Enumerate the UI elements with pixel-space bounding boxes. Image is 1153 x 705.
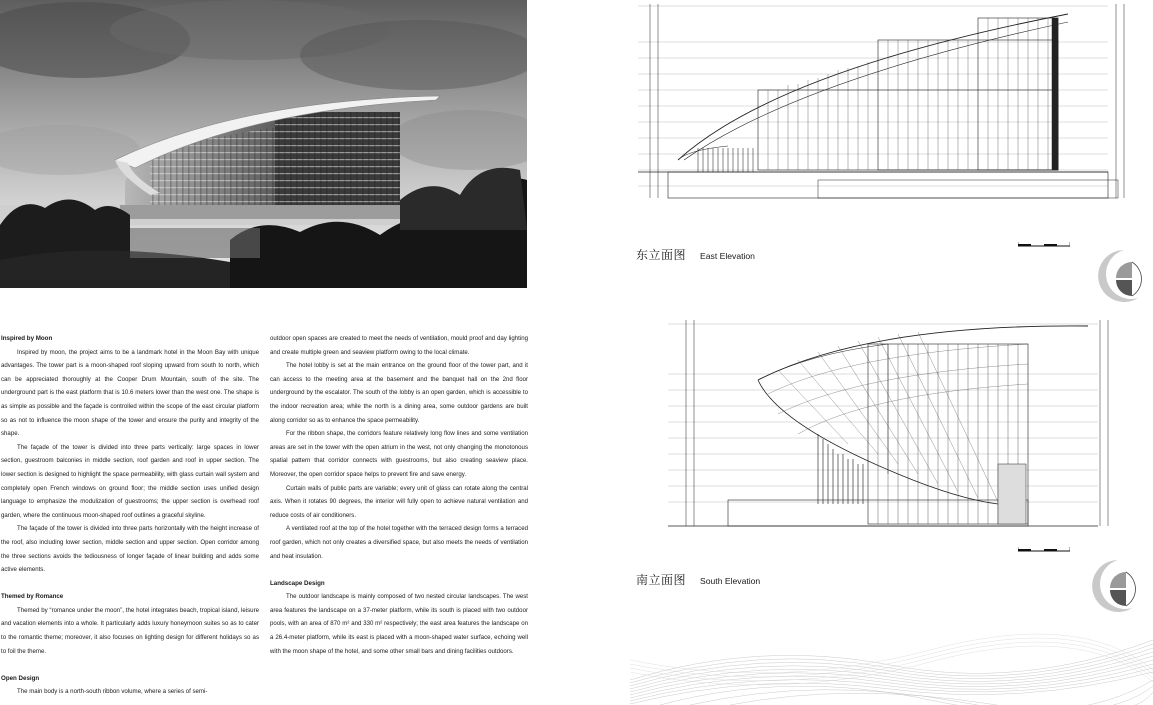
heading-inspired-by-moon: Inspired by Moon bbox=[1, 335, 53, 342]
paragraph: The façade of the tower is divided into three parts vertically: large spaces in lower section, guestroom balconies in middle section, roof garden and roof in upper section. The lower section is designed to highlight the space permeability, with glass curtain wall system and completely open French windows on ground floor; the middle section uses unified design language to emphasize the modulization of guestrooms; the upper section is overhead roof garden, where the continuous moon-shaped roof outlines a graceful skyline. bbox=[1, 443, 259, 519]
east-elevation-caption bbox=[636, 246, 755, 263]
heading-open-design: Open Design bbox=[1, 674, 40, 682]
text-column-left bbox=[1, 332, 259, 705]
east-elevation-label-en: East Elevation bbox=[700, 251, 755, 261]
moon-logo-icon bbox=[1098, 248, 1142, 304]
paragraph: Inspired by moon, the project aims to be a landmark hotel in the Moon Bay with unique advantages. The tower part is a moon-shaped roof sloping upward from south to north, which can be appreciated thoroughly at the Cooper Drum Mountain, south of the site. The underground part is the east platform that is 10.6 meters lower than the west one. The shape is as simple as possible and the façade is controlled within the scope of the east circular platform so as not to influence the moon shape of the tower and ensure the purity and integrity of the shape. bbox=[1, 348, 259, 438]
heading-landscape-design: Landscape Design bbox=[270, 579, 325, 587]
decorative-wave-pattern bbox=[630, 620, 1153, 705]
heading-themed-by-romance: Themed by Romance bbox=[1, 593, 64, 601]
paragraph: The outdoor landscape is mainly composed of two nested circular landscapes. The west area features the landscape on a 37-meter platform, while its south is placed with two outdoor pools, with an area of 870 m² and 330 m² respectively; the east area features the landscape on a 26.4-meter platform, while its east is placed with a moon-shaped water surface, echoing well with the moon shape of the hotel, and some other small bars and dining facilities outdoors. bbox=[270, 593, 528, 655]
east-elevation-drawing bbox=[628, 0, 1153, 205]
paragraph: For the ribbon shape, the corridors feature relatively long flow lines and some ventilation areas are set in the tower with the open atrium in the west, not only changing the monotonous spatial pattern that corridor connects with guestrooms, but also creating seaview place. Moreover, the open corridor space helps to prevent fire and save energy. bbox=[270, 430, 528, 478]
paragraph: The hotel lobby is set at the main entrance on the ground floor of the tower part, and it can access to the meeting area at the basement and the banquet hall on the 2nd floor underground by the escalator. The south of the lobby is an open garden, which is accessible to the indoor recreation area; while the north is a dining area, some outdoor gardens are built along corridor so as to enhance the space permeability. bbox=[270, 362, 528, 424]
scale-bar-icon bbox=[1018, 241, 1070, 247]
hotel-rendering-photo bbox=[0, 0, 527, 288]
paragraph-continued: outdoor open spaces are created to meet the needs of ventilation, mould proof and day lighting and create multiple green and seaview platform owing to the local climate. bbox=[270, 335, 528, 356]
scale-bar-icon bbox=[1018, 546, 1070, 552]
south-elevation-drawing bbox=[628, 314, 1153, 536]
text-column-right bbox=[270, 332, 528, 705]
east-elevation-label-cn: 东立面图 bbox=[636, 248, 687, 262]
moon-logo-icon bbox=[1092, 558, 1136, 614]
paragraph: The main body is a north-south ribbon volume, where a series of semi- bbox=[17, 688, 208, 696]
paragraph: Themed by “romance under the moon”, the hotel integrates beach, tropical island, leisure and vacation elements into a whole. It particularly adds luxury honeymoon suites so as to cater to the romantic theme; moreover, it also focuses on lighting design for different holidays so as to foil the theme. bbox=[1, 606, 259, 655]
paragraph: Curtain walls of public parts are variable; every unit of glass can rotate along the central axis. When it rotates 90 degrees, the interior will fully open to achieve natural ventilation and reduce costs of air conditioners. bbox=[270, 484, 528, 519]
south-elevation-label-en: South Elevation bbox=[700, 576, 761, 586]
paragraph: A ventilated roof at the top of the hotel together with the terraced design forms a terraced roof garden, which not only creates a diversified space, but also meets the needs of ventilation and heat insulation. bbox=[270, 525, 528, 560]
south-elevation-label-cn: 南立面图 bbox=[636, 573, 687, 587]
paragraph: The façade of the tower is divided into three parts horizontally with the height increase of the roof, also including lower section, middle section and upper section. Open corridor among the three sections avoids the tediousness of longer façade of linear building and adds some active elements. bbox=[1, 525, 259, 574]
south-elevation-caption bbox=[636, 571, 760, 588]
